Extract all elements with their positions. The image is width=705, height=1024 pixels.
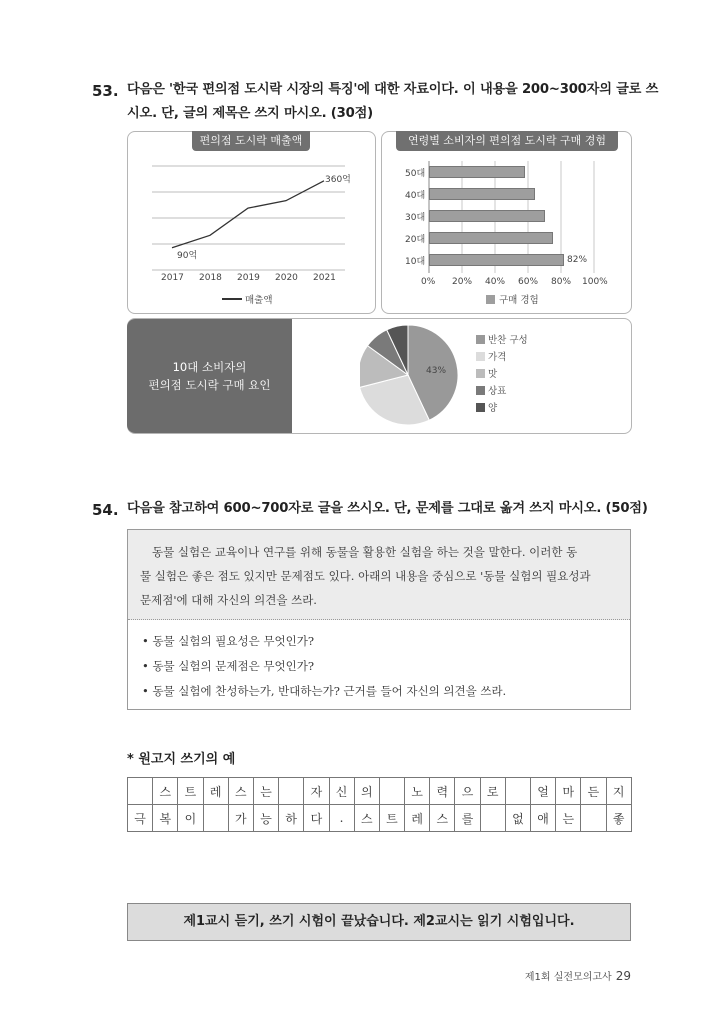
x-tick-2021: 2021: [313, 273, 336, 283]
question-53-line2: 시오. 단, 글의 제목은 쓰지 마시오. (30점): [127, 106, 373, 121]
end-notice: 제1교시 듣기, 쓰기 시험이 끝났습니다. 제2교시는 읽기 시험입니다.: [127, 903, 631, 941]
question-54-box: [127, 529, 631, 710]
x-tick-2019: 2019: [237, 273, 260, 283]
grid-cell: 로: [480, 778, 505, 805]
bullet-3: • 동물 실험에 찬성하는가, 반대하는가? 근거를 들어 자신의 의견을 쓰라.: [142, 684, 507, 698]
footer-label: 제1회 실전모의고사: [524, 972, 612, 983]
grid-cell: 노: [405, 778, 430, 805]
grid-cell: [128, 778, 153, 805]
line-legend-swatch: [222, 298, 242, 300]
grid-cell: 복: [153, 805, 178, 832]
grid-cell: 트: [379, 805, 404, 832]
passage-line3: 문제점'에 대해 자신의 의견을 쓰라.: [140, 593, 317, 607]
x-tick-2017: 2017: [161, 273, 184, 283]
grid-cell: [279, 778, 304, 805]
x-tick-80: 80%: [551, 277, 572, 287]
grid-cell: 다: [304, 805, 329, 832]
sales-chart-title: 편의점 도시락 매출액: [192, 131, 310, 151]
bar-legend-label: 구매 경험: [499, 295, 539, 306]
grid-cell: 능: [253, 805, 278, 832]
pie-value-label: 43%: [426, 366, 447, 376]
grid-cell: 자: [304, 778, 329, 805]
question-54-text: 다음을 참고하여 600~700자로 글을 쓰시오. 단, 문제를 그대로 옮겨 쓰지 마시오. (50점): [127, 501, 648, 516]
grid-cell: 스: [430, 805, 455, 832]
manuscript-title: * 원고지 쓰기의 예: [127, 752, 236, 767]
bullet-1: • 동물 실험의 필요성은 무엇인가?: [142, 634, 314, 648]
pie-legend-swatch-4: [476, 386, 485, 395]
bar-10s: [429, 254, 564, 266]
grid-cell: 으: [455, 778, 480, 805]
grid-cell: 가: [228, 805, 253, 832]
x-tick-60: 60%: [518, 277, 539, 287]
passage-line2: 물 실험은 좋은 점도 있지만 문제점도 있다. 아래의 내용을 중심으로 '동물 실험의 필요성과: [140, 569, 591, 583]
grid-cell: 레: [203, 778, 228, 805]
factor-title-box: [127, 319, 292, 433]
question-53-line1: 다음은 '한국 편의점 도시락 시장의 특징'에 대한 자료이다. 이 내용을 200~300자의 글로 쓰: [127, 82, 659, 97]
grid-cell: 좋: [606, 805, 631, 832]
grid-cell: 마: [556, 778, 581, 805]
bar-40s: [429, 188, 535, 200]
label-first-value: 90억: [177, 251, 198, 261]
bar-30s: [429, 210, 545, 222]
grid-cell: 든: [581, 778, 606, 805]
bullet-2: • 동물 실험의 문제점은 무엇인가?: [142, 659, 314, 673]
y-tick-30s: 30대: [405, 213, 426, 223]
grid-cell: [480, 805, 505, 832]
grid-cell: 스: [228, 778, 253, 805]
bar-20s: [429, 232, 553, 244]
age-chart-title: 연령별 소비자의 편의점 도시락 구매 경험: [396, 131, 618, 151]
grid-cell: 극: [128, 805, 153, 832]
x-tick-20: 20%: [452, 277, 473, 287]
label-last-value: 360억: [325, 175, 351, 185]
grid-cell: [505, 778, 530, 805]
grid-cell: 트: [178, 778, 203, 805]
grid-cell: 는: [253, 778, 278, 805]
y-tick-10s: 10대: [405, 257, 426, 267]
x-tick-0: 0%: [421, 277, 436, 287]
x-tick-2020: 2020: [275, 273, 298, 283]
question-54-number: 54.: [92, 501, 119, 519]
pie-legend-swatch-5: [476, 403, 485, 412]
bar-value-label: 82%: [567, 255, 588, 265]
question-54-bullets: [142, 629, 506, 704]
grid-cell: 이: [178, 805, 203, 832]
question-53-number: 53.: [92, 82, 119, 100]
grid-cell: 력: [430, 778, 455, 805]
pie-legend-label-3: 맛: [488, 369, 498, 380]
pie-legend-label-4: 상표: [488, 386, 507, 397]
grid-cell: .: [329, 805, 354, 832]
x-tick-40: 40%: [485, 277, 506, 287]
grid-cell: [581, 805, 606, 832]
grid-cell: 레: [405, 805, 430, 832]
grid-cell: 하: [279, 805, 304, 832]
manuscript-row-1: [128, 778, 632, 805]
pie-legend-swatch-3: [476, 369, 485, 378]
sales-line-chart: [127, 131, 376, 314]
bar-50s: [429, 166, 525, 178]
y-tick-50s: 50대: [405, 169, 426, 179]
sales-series-line: [172, 181, 324, 248]
grid-cell: 지: [606, 778, 631, 805]
grid-cell: [203, 805, 228, 832]
manuscript-grid: [127, 777, 632, 832]
grid-cell: 애: [531, 805, 556, 832]
y-tick-20s: 20대: [405, 235, 426, 245]
pie-legend-swatch-1: [476, 335, 485, 344]
grid-cell: 스: [153, 778, 178, 805]
manuscript-row-2: [128, 805, 632, 832]
pie-legend-swatch-2: [476, 352, 485, 361]
x-tick-2018: 2018: [199, 273, 222, 283]
grid-cell: 얼: [531, 778, 556, 805]
page-footer: [525, 968, 631, 983]
pie-legend-label-5: 양: [488, 403, 498, 414]
grid-cell: 의: [354, 778, 379, 805]
grid-cell: 스: [354, 805, 379, 832]
passage-line1: 동물 실험은 교육이나 연구를 위해 동물을 활용한 실험을 하는 것을 말한다. 이러한 동: [152, 545, 578, 559]
question-54-passage: [128, 530, 630, 620]
y-tick-40s: 40대: [405, 191, 426, 201]
pie-legend-label-1: 반찬 구성: [488, 335, 528, 346]
page-number: 29: [615, 969, 631, 983]
grid-cell: [379, 778, 404, 805]
factor-title-line2: 편의점 도시락 구매 요인: [148, 378, 271, 392]
factor-title-line1: 10대 소비자의: [172, 360, 247, 374]
grid-cell: 없: [505, 805, 530, 832]
pie-legend-label-2: 가격: [488, 352, 507, 363]
grid-cell: 신: [329, 778, 354, 805]
grid-cell: 를: [455, 805, 480, 832]
grid-cell: 는: [556, 805, 581, 832]
x-tick-100: 100%: [582, 277, 608, 287]
bar-legend-swatch: [486, 295, 495, 304]
line-legend-label: 매출액: [245, 295, 273, 306]
